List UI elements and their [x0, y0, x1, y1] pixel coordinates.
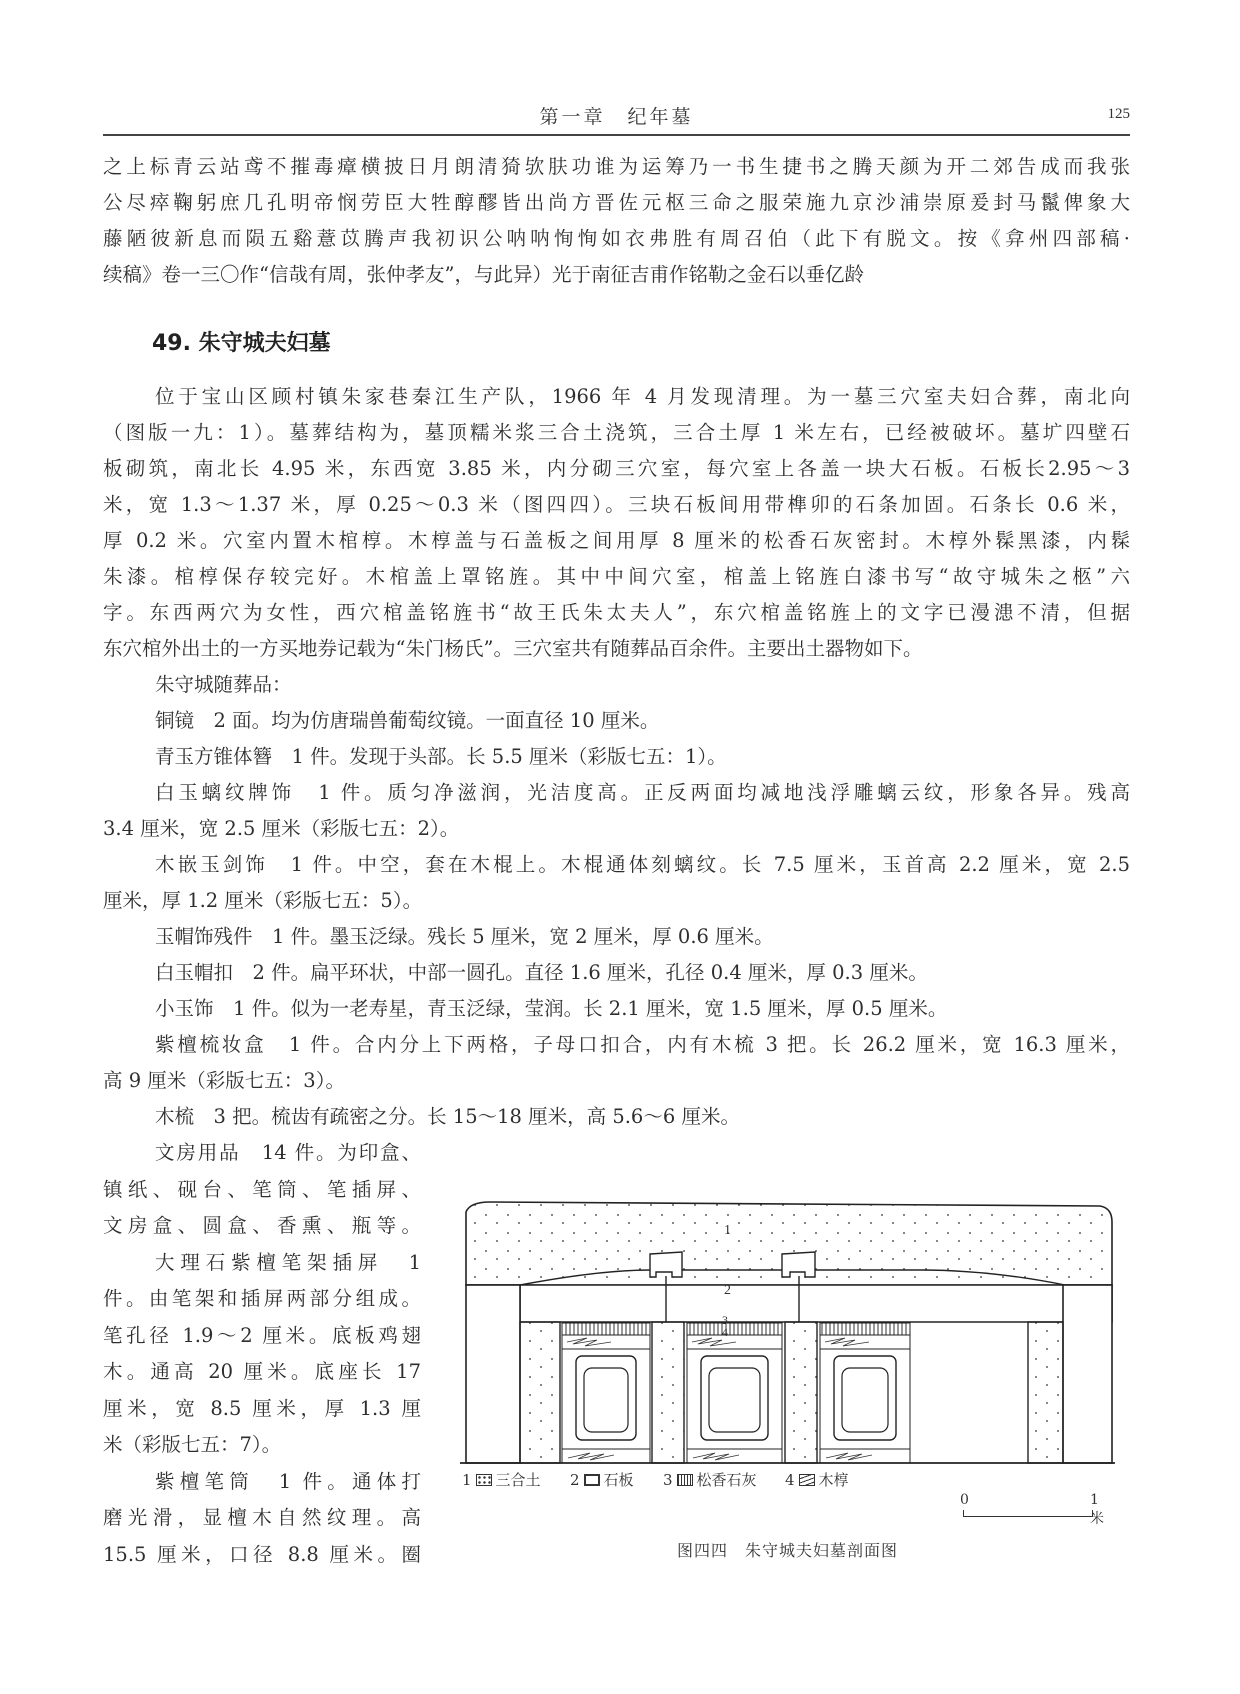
text-line: 板砌筑，南北长 4.95 米，东西宽 3.85 米，内分砌三穴室，每穴室上各盖一块大石板。石板长2.95～3: [103, 457, 1130, 480]
item-line: 镇纸、砚台、笔筒、笔插屏、: [103, 1177, 421, 1201]
item-line: 文房盒、圆盒、香熏、瓶等。: [103, 1214, 421, 1237]
sanhetu-swatch-icon: [476, 1474, 492, 1486]
text-line: （图版一九：1）。墓葬结构为，墓顶糯米浆三合土浇筑，三合土厚 1 米左右，已经被破坏。墓圹四壁石: [103, 421, 1130, 444]
legend-item: [462, 1469, 541, 1490]
scale-start: 0: [960, 1492, 969, 1508]
item-line: 白玉螭纹牌饰 1 件。质匀净滋润，光洁度高。正反两面均减地浅浮雕螭云纹，形象各异。残高: [155, 781, 1130, 804]
resin-lime-layer: [820, 1323, 910, 1335]
fig-label-4: 4: [722, 1325, 728, 1339]
figure-legend: [460, 1469, 1115, 1493]
fig-label-2: 2: [724, 1283, 731, 1298]
legend-num: 4: [785, 1470, 795, 1489]
item-line: 玉帽饰残件 1 件。墨玉泛绿。残长 5 厘米，宽 2 厘米，厚 0.6 厘米。: [155, 925, 774, 948]
legend-item: [663, 1469, 757, 1490]
item-line: 厘米，宽 8.5 厘米，厚 1.3 厘: [103, 1396, 421, 1420]
text-line: 之上标青云站鸢不摧毒瘴横披日月朗清猗欤肤功谁为运筹乃一书生捷书之腾天颜为开二郊告成而我张: [103, 155, 1130, 178]
text-line: 米，宽 1.3～1.37 米，厚 0.25～0.3 米（图四四）。三块石板间用带榫卯的石条加固。石条长 0.6 米，: [103, 493, 1130, 516]
legend-label: 木椁: [818, 1471, 849, 1489]
item-line: 大理石紫檀笔架插屏 1: [155, 1250, 421, 1274]
wood-lid: [820, 1335, 910, 1349]
text-line: 藤陋彼新息而陨五谿薏苡腾声我初识公呐呐恂恂如衣弗胜有周召伯（此下有脱文。按《弇州四部稿·: [103, 227, 1130, 250]
items-heading: 朱守城随葬品：: [155, 673, 292, 696]
legend-label: 松香石灰: [696, 1471, 757, 1489]
header-rule: [103, 134, 1130, 136]
scale-bar: [960, 1492, 1110, 1527]
text-line: 朱漆。棺椁保存较完好。木棺盖上罩铭旌。其中中间穴室，棺盖上铭旌白漆书写“故守城朱之柩”六: [103, 565, 1130, 588]
text-line: 东穴棺外出土的一方买地券记载为“朱门杨氏”。三穴室共有随葬品百余件。主要出土器物如下。: [103, 637, 923, 660]
item-line: 高 9 厘米（彩版七五：3）。: [103, 1069, 345, 1092]
figure-tomb-section: [460, 1192, 1115, 1572]
wood-lid: [562, 1335, 650, 1349]
text-line: 公尽瘁鞠躬庶几孔明帝悯劳臣大牲醇醪皆出尚方晋佐元枢三命之服荣施九京沙浦崇原爰封马鬣俾象大: [103, 191, 1130, 214]
fig-label-3: 3: [722, 1313, 728, 1327]
item-line: 厘米，厚 1.2 厘米（彩版七五：5）。: [103, 889, 423, 912]
item-line: 磨光滑，显檀木自然纹理。高: [103, 1506, 421, 1529]
stone-slab: [466, 1285, 1112, 1322]
item-line: 木嵌玉剑饰 1 件。中空，套在木棍上。木棍通体刻螭纹。长 7.5 厘米，玉首高 2.2 厘米，宽 2.5: [155, 853, 1130, 876]
item-line: 文房用品 14 件。为印盒、: [155, 1141, 421, 1164]
scale-line: [963, 1510, 1093, 1517]
page-number: 125: [1107, 106, 1130, 122]
resin-lime-layer: [562, 1323, 650, 1335]
running-header: [103, 100, 1130, 136]
text-line: 字。东西两穴为女性，西穴棺盖铭旌书“故王氏朱太夫人”，东穴棺盖铭旌上的文字已漫漶不清，但据: [103, 601, 1130, 624]
legend-num: 2: [570, 1470, 580, 1489]
item-line: 木梳 3 把。梳齿有疏密之分。长 15～18 厘米，高 5.6～6 厘米。: [155, 1105, 740, 1128]
text-line: 厚 0.2 米。穴室内置木棺椁。木椁盖与石盖板之间用厚 8 厘米的松香石灰密封。木椁外髹黑漆，内髹: [103, 529, 1130, 552]
legend-item: [785, 1469, 849, 1490]
resin-lime-layer: [687, 1323, 782, 1335]
legend-item: [570, 1469, 634, 1490]
item-line: 紫檀梳妆盒 1 件。合内分上下两格，子母口扣合，内有木梳 3 把。长 26.2 厘米，宽 16.3 厘米，: [155, 1033, 1130, 1056]
item-line: 青玉方锥体簪 1 件。发现于头部。长 5.5 厘米（彩版七五：1）。: [155, 745, 727, 768]
tomb-section-drawing: [460, 1192, 1115, 1467]
item-line: 紫檀笔筒 1 件。通体打: [155, 1469, 421, 1493]
item-line: 小玉饰 1 件。似为一老寿星，青玉泛绿，莹润。长 2.1 厘米，宽 1.5 厘米，厚 0.5 厘米。: [155, 997, 948, 1020]
wood-swatch-icon: [799, 1474, 815, 1486]
text-line: 续稿》卷一三〇作“信哉有周，张仲孝友”，与此异）光于南征吉甫作铭勒之金石以垂亿龄: [103, 263, 864, 286]
legend-label: 三合土: [495, 1471, 541, 1489]
fig-label-1: 1: [724, 1223, 731, 1238]
chapter-title: 第一章 纪年墓: [539, 106, 694, 128]
section-title: 49. 朱守城夫妇墓: [152, 331, 331, 356]
item-line: 白玉帽扣 2 件。扁平环状，中部一圆孔。直径 1.6 厘米，孔径 0.4 厘米，厚 0.3 厘米。: [155, 961, 928, 984]
text-line: 位于宝山区顾村镇朱家巷秦江生产队，1966 年 4 月发现清理。为一墓三穴室夫妇合葬，南北向: [155, 385, 1130, 408]
legend-num: 3: [663, 1470, 673, 1489]
item-line: 木。通高 20 厘米。底座长 17: [103, 1360, 421, 1383]
legend-label: 石板: [603, 1471, 634, 1489]
item-line: 3.4 厘米，宽 2.5 厘米（彩版七五：2）。: [103, 817, 460, 840]
legend-num: 1: [462, 1470, 472, 1489]
item-line: 铜镜 2 面。均为仿唐瑞兽葡萄纹镜。一面直径 10 厘米。: [155, 709, 660, 732]
item-line: 15.5 厘米，口径 8.8 厘米。圈: [103, 1542, 421, 1566]
item-line: 米（彩版七五：7）。: [103, 1433, 282, 1456]
item-line: 件。由笔架和插屏两部分组成。: [103, 1287, 421, 1310]
figure-caption: 图四四 朱守城夫妇墓剖面图: [676, 1541, 898, 1560]
hatch-swatch-icon: [677, 1474, 693, 1486]
stone-swatch-icon: [584, 1474, 600, 1486]
item-line: 笔孔径 1.9～2 厘米。底板鸡翅: [103, 1323, 421, 1347]
scale-end: 1米: [1090, 1492, 1104, 1527]
